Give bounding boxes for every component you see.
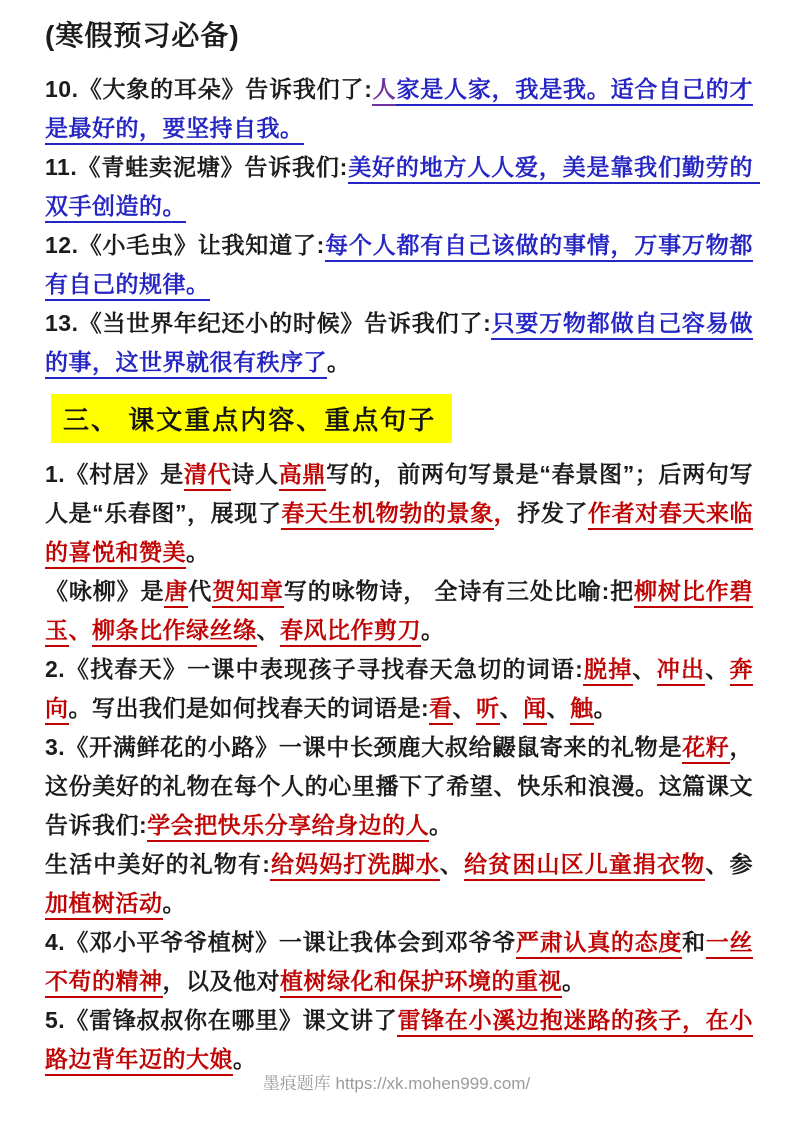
text-run: 4.《邓小平爷爷植树》一课让我体会到邓爷爷 bbox=[45, 929, 517, 955]
text-run: 抒发了 bbox=[517, 500, 589, 526]
answer-text-run: 唐 bbox=[164, 578, 188, 608]
text-run: 生活中美好的礼物有: bbox=[45, 851, 271, 877]
answer-text-run: 奔向 bbox=[45, 656, 753, 725]
text-run: 、 bbox=[452, 695, 477, 721]
page-title: (寒假预习必备) bbox=[45, 20, 240, 51]
text-run: ，以及他对 bbox=[162, 968, 280, 994]
watermark-footer: 墨痕题库 https://xk.mohen999.com/ bbox=[262, 1074, 531, 1093]
text-run: 写的，前两句写景是“春景图”；后两句写人是“乐春图”，展现了 bbox=[45, 461, 754, 526]
answer-text-run: 贺知章 bbox=[212, 578, 284, 608]
text-run: 11.《青蛙卖泥塘》告诉我们: bbox=[45, 154, 348, 180]
answer-text-run: 听 bbox=[476, 695, 500, 725]
paragraph bbox=[45, 148, 760, 226]
section-header-highlight: 三、 课文重点内容、重点句子 bbox=[51, 394, 452, 443]
text-run: 代 bbox=[188, 578, 213, 604]
answer-text-run: 给贫困山区儿童捐衣物 bbox=[464, 851, 705, 881]
text-run: 和 bbox=[682, 929, 706, 955]
paragraph bbox=[45, 728, 753, 845]
answer-text-run: 只要万物都做自己容易做的事，这世界就很有秩序了 bbox=[45, 310, 753, 379]
answer-text-run: 柳树比作碧玉 bbox=[45, 578, 753, 647]
text-run: 写的咏物诗， 全诗有三处比喻:把 bbox=[283, 578, 634, 604]
text-run: 《咏柳》是 bbox=[45, 578, 165, 604]
answer-text-run: 春风比作剪刀 bbox=[280, 617, 421, 647]
answer-text-run: 冲出 bbox=[657, 656, 706, 686]
text-run: 。 bbox=[162, 890, 186, 916]
text-run: 。写出我们是如何找春天的词语是: bbox=[68, 695, 430, 721]
paragraph bbox=[45, 226, 753, 304]
answer-text-run: 美好的地方人人爱，美是靠我们勤劳的 双手创造的。 bbox=[45, 154, 760, 223]
answer-text-run: 触 bbox=[570, 695, 594, 725]
answer-text-run: 家是人家，我是我。适合自己的才是最好的，要坚持自我。 bbox=[45, 76, 753, 145]
answer-text-run: 脱掉 bbox=[583, 656, 632, 686]
answer-text-run: 严肃认真的态度 bbox=[516, 929, 682, 959]
answer-text-run: 学会把快乐分享给身边的人 bbox=[147, 812, 429, 842]
text-run: 。 bbox=[186, 539, 210, 565]
notes-section-bottom bbox=[45, 455, 753, 1079]
text-run: 。 bbox=[233, 1046, 257, 1072]
text-run: 。 bbox=[421, 617, 445, 643]
answer-text-run: 植树绿化和保护环境的重视 bbox=[280, 968, 562, 998]
text-run: 、 bbox=[68, 617, 92, 643]
notes-section-top bbox=[45, 70, 760, 382]
answer-text-run: 高鼎 bbox=[279, 461, 326, 491]
text-run: 12.《小毛虫》让我知道了: bbox=[45, 232, 325, 258]
answer-text-run: 柳条比作绿丝绦 bbox=[92, 617, 257, 647]
text-run: 13.《当世界年纪还小的时候》告诉我们了: bbox=[45, 310, 492, 336]
answer-text-run: 加植树活动 bbox=[45, 890, 163, 920]
text-run: 、参 bbox=[705, 851, 754, 877]
text-run: 2.《找春天》一课中表现孩子寻找春天急切的词语: bbox=[45, 656, 584, 682]
answer-text-run: 看 bbox=[429, 695, 453, 725]
text-run: 、 bbox=[546, 695, 571, 721]
text-run: ， bbox=[493, 500, 518, 526]
text-run: 3.《开满鲜花的小路》一课中长颈鹿大叔给鼹鼠寄来的礼物是 bbox=[45, 734, 683, 760]
text-run: 。 bbox=[327, 349, 351, 375]
text-run: 、 bbox=[256, 617, 280, 643]
paragraph bbox=[45, 70, 753, 148]
text-run: 、 bbox=[632, 656, 657, 682]
paragraph bbox=[45, 455, 753, 572]
answer-text-run: 每个人都有自己该做的事情，万事万物都有自己的规律。 bbox=[45, 232, 753, 301]
answer-text-run: 雷锋在小溪边抱迷路的孩子，在小路边背年迈的大娘 bbox=[45, 1007, 753, 1076]
text-run: 。 bbox=[562, 968, 586, 994]
text-run: 。 bbox=[593, 695, 618, 721]
answer-text-run: 一丝不苟的精神 bbox=[45, 929, 753, 998]
text-run: ，这份美好的礼物在每个人的心里播下了希望、快乐和浪漫。这篇课文告诉我们: bbox=[45, 734, 753, 838]
answer-text-run: 给妈妈打洗脚水 bbox=[270, 851, 440, 881]
text-run: 诗人 bbox=[231, 461, 279, 487]
paragraph bbox=[45, 650, 753, 728]
text-run: 、 bbox=[439, 851, 465, 877]
text-run: 。 bbox=[429, 812, 453, 838]
answer-text-run: 闻 bbox=[523, 695, 547, 725]
text-run: 10.《大象的耳朵》告诉我们了: bbox=[45, 76, 373, 102]
answer-text-run: 春天生机物勃的景象 bbox=[281, 500, 493, 530]
answer-text-run: 花籽 bbox=[682, 734, 729, 764]
paragraph bbox=[45, 923, 753, 1001]
answer-text-run: 人 bbox=[372, 76, 396, 106]
text-run: 、 bbox=[705, 656, 730, 682]
answer-text-run: 清代 bbox=[184, 461, 231, 491]
answer-text-run: 作者对春天来临的喜悦和赞美 bbox=[45, 500, 753, 569]
paragraph bbox=[45, 304, 753, 382]
text-run: 1.《村居》是 bbox=[45, 461, 184, 487]
paragraph bbox=[45, 845, 753, 923]
paragraph bbox=[45, 1001, 753, 1079]
text-run: 5.《雷锋叔叔你在哪里》课文讲了 bbox=[45, 1007, 398, 1033]
text-run: 、 bbox=[499, 695, 524, 721]
paragraph bbox=[45, 572, 753, 650]
